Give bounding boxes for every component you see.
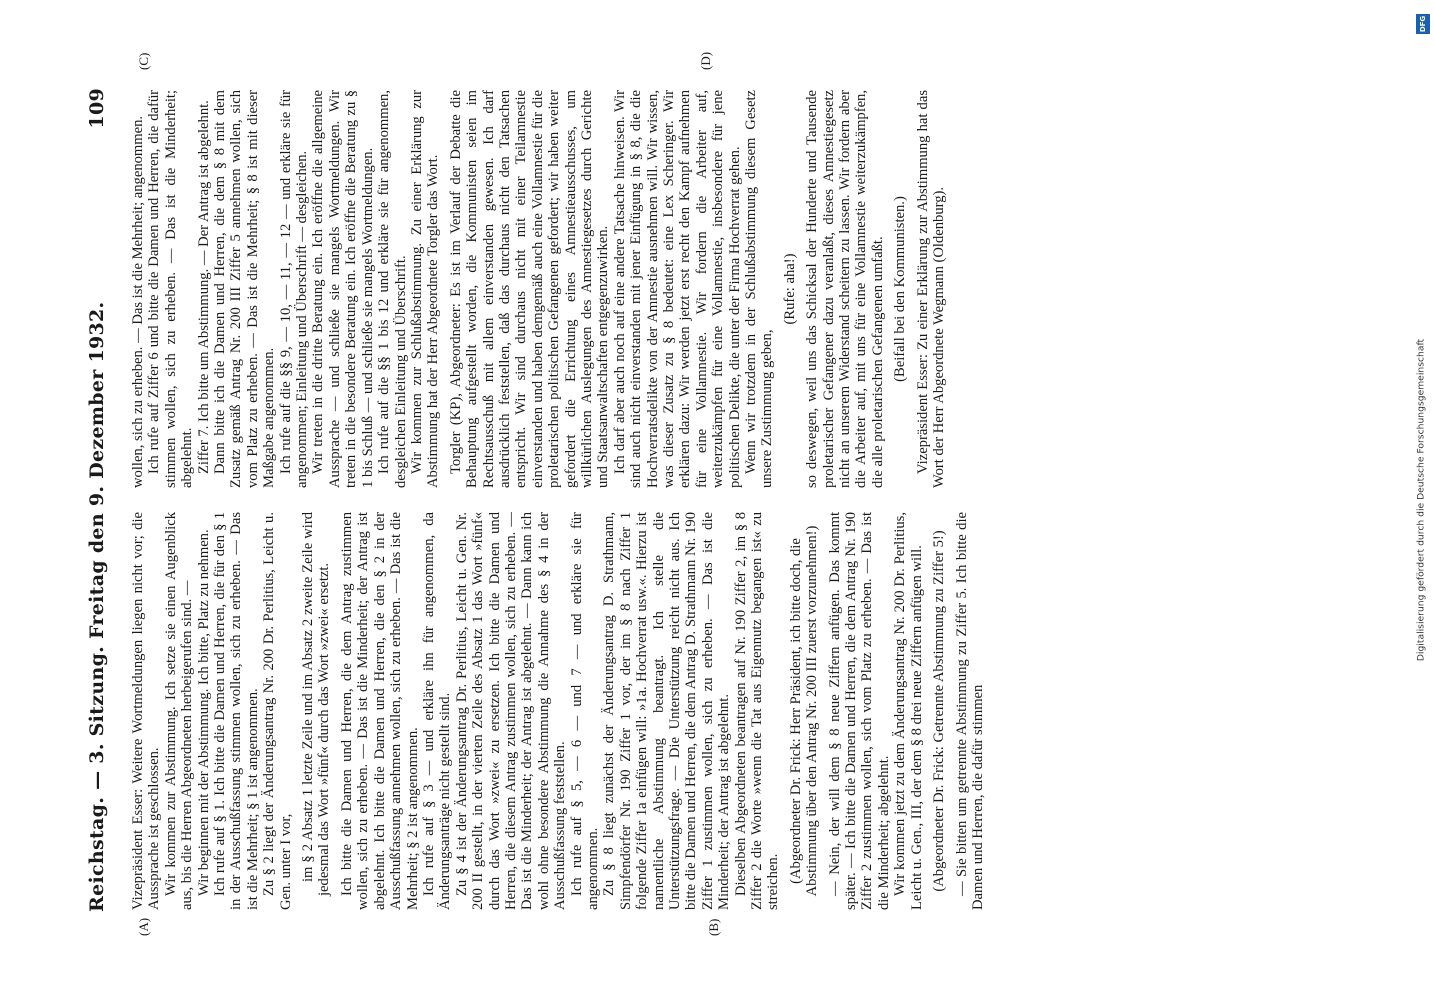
digitisation-credit (1408, 6, 1434, 994)
dfg-logo: DFG (1416, 14, 1430, 34)
paragraph: Ich rufe auf Ziffer 6 und bitte die Damen und Herren, die dafür stimmen wollen, sich zu erheben. — Das ist die Minderheit; abgelehnt. (146, 90, 196, 488)
quoted-amendment: im § 2 Absatz 1 letzte Zeile und im Absatz 2 zweite Zeile wird jedesmal das Wort »fünf« durch das Wort »zwei« ersetzt. (300, 512, 333, 896)
document-page (66, 50, 1372, 950)
paragraph: Wir kommen jetzt zu dem Änderungsantrag Nr. 200 Dr. Perlitius, Leicht u. Gen., III, der dem § 8 drei neue Ziffern anfügen will. (892, 512, 925, 910)
paragraph: Dieselben Abgeordneten beantragen auf Nr. 190 Ziffer 2, im § 8 Ziffer 2 die Worte »wenn die Tat aus Eigennutz begangen ist« zu streichen. (732, 512, 782, 910)
paragraph: Wir beginnen mit der Abstimmung. Ich bitte, Platz zu nehmen. (195, 529, 212, 896)
left-column (130, 512, 1350, 910)
paragraph: Ich rufe auf die §§ 1 bis 12 und erkläre sie für angenommen, desgleichen Einleitung und Überschrift. (376, 90, 409, 488)
paragraph: Wir treten in die dritte Beratung ein. Ich eröffne die allgemeine Aussprache — und schließe sie mangels Wortmeldungen. Wir treten in die besondere Beratung ein. Ich eröffne die Beratung zu § 1 bis Schluß — und schließe sie mangels Wortmeldungen. (310, 90, 376, 488)
paragraph: Ich darf aber auch noch auf eine andere Tatsache hinweisen. Wir sind auch nicht einverstanden mit jener Einfügung in § 8, die die Hochverratsdelikte von der Amnestie ausnehmen will. Wir wissen, was dieser Zusatz zu § 8 bedeutet: eine Lex Scheringer. Wir erklären dazu: Wir werden jetzt erst recht den Kampf aufnehmen für eine Vollamnestie. Wir fordern die Arbeiter auf, weiterzukämpfen für eine Vollamnestie, insbesondere für jene politischen Delikte, die unter der Firma Hochverrat gehen. (611, 90, 743, 488)
paragraph: Wir kommen zur Schlußabstimmung. Zu einer Erklärung zur Abstimmung hat der Herr Abgeordnete Torgler das Wort. (408, 90, 442, 488)
page-header (86, 88, 116, 912)
margin-marker-c: (C) (136, 52, 151, 70)
paragraph: Zu § 2 liegt der Änderungsantrag Nr. 200 Dr. Perlitius, Leicht u. Gen. unter I vor, (261, 512, 294, 910)
paragraph: — Nein, der will dem § 8 neue Ziffern anfügen. Das kommt später. — Ich bitte die Damen und Herren, die dem Antrag Nr. 190 Ziffer 2 zustimmen wollen, sich vom Platz zu erheben. — Das ist die Minderheit; abgelehnt. (826, 512, 892, 910)
margin-marker-d: (D) (698, 51, 713, 70)
paragraph: so deswegen, weil uns das Schicksal der Hunderte und Tausende proletarischer Gefangener dazu veranlaßt, dieses Amnestiegesetz nicht an unserem Widerstand scheitern zu lassen. Wir fordern aber die Arbeiter auf, mit uns für eine Vollamnestie weiterzukämpfen, die alle proletarischen Gefangenen umfaßt. (804, 90, 886, 488)
interjection: (Rufe: aha!) (781, 253, 798, 325)
applause-note: (Beifall bei den Kommunisten.) (892, 196, 909, 382)
interjection: (Abgeordneter Dr. Frick: Getrennte Abstimmung zu Ziffer 5!) (931, 530, 948, 892)
paragraph: Wenn wir trotzdem in der Schlußabstimmung diesem Gesetz unsere Zustimmung geben, (743, 90, 776, 488)
paragraph: wollen, sich zu erheben. — Das ist die Mehrheit; angenommen. (130, 115, 146, 488)
paragraph: Vizepräsident Esser: Weitere Wortmeldungen liegen nicht vor; die Aussprache ist geschlossen. (130, 512, 163, 910)
paragraph: Ich bitte die Damen und Herren, die dem Antrag zustimmen wollen, sich zu erheben. — Das ist die Minderheit; der Antrag ist abgelehnt. Ich bitte die Damen und Herren, die den § 2 in der Ausschußfassung annehmen wollen, sich zu erheben. — Das ist die Mehrheit; § 2 ist angenommen. (338, 512, 421, 910)
running-head: Reichstag. — 3. Sitzung. Freitag den 9. Dezember 1932. (86, 301, 108, 912)
paragraph: Zu § 8 liegt zunächst der Änderungsantrag D. Strathmann, Simpfendörfer Nr. 190 Ziffer 1 vor, der im § 8 nach Ziffer 1 folgende Ziffer 1a einfügen will: »1a. Hochverrat usw.«. Hierzu ist namentliche Abstimmung beantragt. Ich stelle die Unterstützungsfrage. — Die Unterstützung reicht nicht aus. Ich bitte die Damen und Herren, die dem Antrag D. Strathmann Nr. 190 Ziffer 1 zustimmen wollen, sich zu erheben. — Das ist die Minderheit; der Antrag ist abgelehnt. (601, 512, 733, 910)
paragraph: Ich rufe auf § 5, — 6 — und 7 — und erkläre sie für angenommen. (568, 512, 601, 910)
right-column (130, 90, 1350, 488)
speech-torgler: Torgler (KP), Abgeordneter: Es ist im Verlauf der Debatte die Behauptung aufgestellt worden, die Kommunisten seien im Rechtsausschuß mit allem einverstanden gewesen. Ich darf ausdrücklich feststellen, daß das durchaus nicht den Tatsachen entspricht. Wir sind durchaus nicht mit einer Teilamnestie einverstanden und haben demgemäß auch eine Vollamnestie für die proletarischen politischen Gefangenen gefordert; wir haben weiter gefordert die Errichtung eines Amnestieausschusses, um willkürlichen Auslegungen des Amnestiegesetzes durch Gerichte und Staatsanwaltschaften entgegenzuwirken. (447, 90, 612, 488)
interjection: (Abgeordneter Dr. Frick: Herr Präsident, ich bitte doch, die Abstimmung über den Antrag Nr. 200 III zuerst vorzunehmen!) (787, 525, 821, 897)
credit-text: Digitalisierung gefördert durch die Deutsche Forschungsgemeinschaft (1415, 338, 1427, 662)
paragraph: Ich rufe auf § 1. Ich bitte die Damen und Herren, die für den § 1 in der Ausschußfassung stimmen wollen, sich zu erheben. — Das ist die Mehrheit; § 1 ist angenommen. (212, 512, 261, 910)
page-number: 109 (86, 88, 108, 129)
paragraph: Vizepräsident Esser: Zu einer Erklärung zur Abstimmung hat das Wort der Herr Abgeordnete Wegmann (Oldenburg). (914, 90, 948, 488)
margin-marker-a: (A) (136, 917, 151, 936)
paragraph: Zu § 4 ist der Änderungsantrag Dr. Perlitius, Leicht u. Gen. Nr. 200 II gestellt, in der vierten Zeile des Absatz 1 das Wort »fünf« durch das Wort »zwei« zu ersetzen. Ich bitte die Damen und Herren, die diesem Antrag zustimmen wollen, sich zu erheben. — Das ist die Minderheit; der Antrag ist abgelehnt. — Dann kann ich wohl ohne besondere Abstimmung die Annahme des § 4 in der Ausschußfassung feststellen. (453, 512, 569, 910)
paragraph: — Sie bitten um getrennte Abstimmung zu Ziffer 5. Ich bitte die Damen und Herren, die dafür stimmen (953, 512, 986, 910)
margin-marker-b: (B) (706, 918, 721, 936)
paragraph: Ziffer 7. Ich bitte um Abstimmung. — Der Antrag ist abgelehnt. (195, 100, 212, 474)
paragraph: Wir kommen zur Abstimmung. Ich setze sie einen Augenblick aus, bis die Herren Abgeordneten herbeigerufen sind. — (162, 512, 196, 910)
paragraph: Ich rufe auf § 3 — und erkläre ihn für angenommen, da Änderungsanträge nicht gestellt sind. (420, 512, 454, 910)
paragraph: Ich rufe auf die §§ 9, — 10, — 11, — 12 — und erkläre sie für angenommen; Einleitung und Überschrift — desgleichen. (277, 90, 311, 488)
paragraph: Dann bitte ich die Damen und Herren, die dem § 8 mit dem Zusatz gemäß Antrag Nr. 200 III Ziffer 5 annehmen wollen, sich vom Platz zu erheben. — Das ist die Mehrheit; § 8 ist mit dieser Maßgabe angenommen. (212, 90, 278, 488)
